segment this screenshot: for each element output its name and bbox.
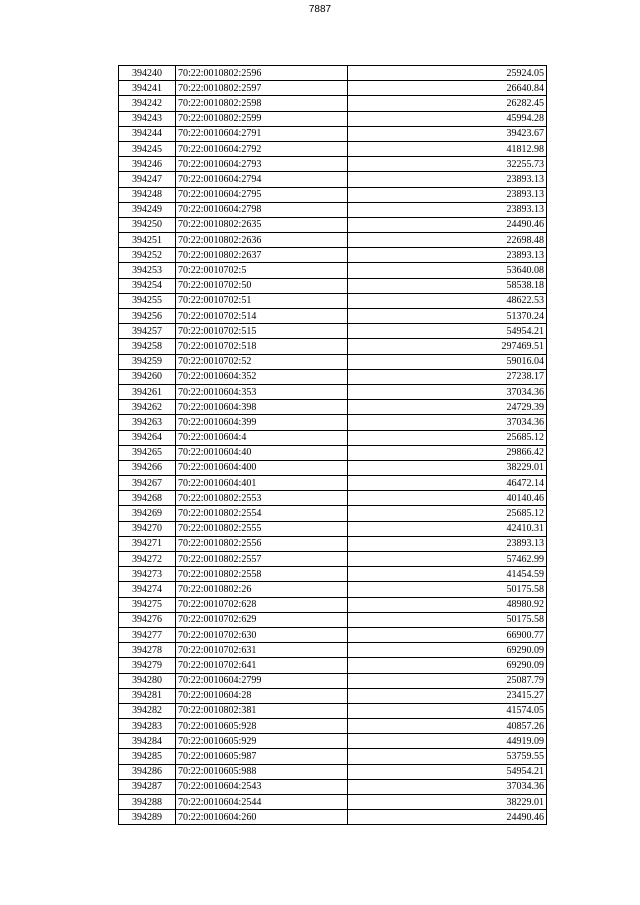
cadastral-number-cell: 70:22:0010802:381	[176, 703, 348, 718]
table-row	[119, 719, 547, 734]
cadastral-number-cell: 70:22:0010702:518	[176, 339, 348, 354]
row-id-cell: 394282	[119, 703, 176, 718]
cadastral-value-cell: 23893.13	[348, 248, 547, 263]
cadastral-value-cell: 38229.01	[348, 795, 547, 810]
table-row	[119, 217, 547, 232]
row-id-cell: 394263	[119, 415, 176, 430]
cadastral-number-cell: 70:22:0010702:631	[176, 643, 348, 658]
row-id-cell: 394244	[119, 126, 176, 141]
cadastral-value-cell: 25087.79	[348, 673, 547, 688]
table-row	[119, 263, 547, 278]
row-id-cell: 394250	[119, 217, 176, 232]
cadastral-number-cell: 70:22:0010702:50	[176, 278, 348, 293]
cadastral-value-cell: 25924.05	[348, 66, 547, 81]
cadastral-number-cell: 70:22:0010702:629	[176, 612, 348, 627]
table-row	[119, 339, 547, 354]
cadastral-number-cell: 70:22:0010802:2553	[176, 491, 348, 506]
cadastral-value-cell: 48980.92	[348, 597, 547, 612]
cadastral-value-cell: 27238.17	[348, 369, 547, 384]
table-row	[119, 309, 547, 324]
row-id-cell: 394245	[119, 141, 176, 156]
cadastral-value-cell: 37034.36	[348, 384, 547, 399]
table-row	[119, 749, 547, 764]
cadastral-value-table	[118, 65, 547, 825]
cadastral-value-cell: 37034.36	[348, 779, 547, 794]
row-id-cell: 394249	[119, 202, 176, 217]
table-row	[119, 506, 547, 521]
row-id-cell: 394269	[119, 506, 176, 521]
cadastral-number-cell: 70:22:0010802:26	[176, 582, 348, 597]
table-body	[119, 66, 547, 825]
table-row	[119, 552, 547, 567]
table-row	[119, 415, 547, 430]
cadastral-value-cell: 53640.08	[348, 263, 547, 278]
table-row	[119, 673, 547, 688]
cadastral-value-cell: 26640.84	[348, 81, 547, 96]
row-id-cell: 394248	[119, 187, 176, 202]
cadastral-number-cell: 70:22:0010604:400	[176, 460, 348, 475]
row-id-cell: 394276	[119, 612, 176, 627]
cadastral-number-cell: 70:22:0010604:2795	[176, 187, 348, 202]
cadastral-value-cell: 44919.09	[348, 734, 547, 749]
row-id-cell: 394281	[119, 688, 176, 703]
cadastral-value-cell: 23893.13	[348, 187, 547, 202]
row-id-cell: 394260	[119, 369, 176, 384]
cadastral-number-cell: 70:22:0010604:2791	[176, 126, 348, 141]
row-id-cell: 394275	[119, 597, 176, 612]
cadastral-number-cell: 70:22:0010702:5	[176, 263, 348, 278]
cadastral-value-cell: 51370.24	[348, 309, 547, 324]
row-id-cell: 394247	[119, 172, 176, 187]
cadastral-value-cell: 66900.77	[348, 627, 547, 642]
row-id-cell: 394246	[119, 157, 176, 172]
cadastral-value-cell: 297469.51	[348, 339, 547, 354]
table-row	[119, 157, 547, 172]
cadastral-number-cell: 70:22:0010604:4	[176, 430, 348, 445]
row-id-cell: 394264	[119, 430, 176, 445]
cadastral-number-cell: 70:22:0010604:353	[176, 384, 348, 399]
cadastral-value-cell: 41574.05	[348, 703, 547, 718]
cadastral-number-cell: 70:22:0010802:2637	[176, 248, 348, 263]
cadastral-number-cell: 70:22:0010604:2794	[176, 172, 348, 187]
cadastral-number-cell: 70:22:0010702:52	[176, 354, 348, 369]
table-row	[119, 597, 547, 612]
cadastral-number-cell: 70:22:0010802:2635	[176, 217, 348, 232]
cadastral-number-cell: 70:22:0010604:352	[176, 369, 348, 384]
table-row	[119, 384, 547, 399]
cadastral-number-cell: 70:22:0010604:2792	[176, 141, 348, 156]
cadastral-value-cell: 53759.55	[348, 749, 547, 764]
table-row	[119, 764, 547, 779]
row-id-cell: 394285	[119, 749, 176, 764]
cadastral-number-cell: 70:22:0010604:2543	[176, 779, 348, 794]
row-id-cell: 394241	[119, 81, 176, 96]
table-row	[119, 324, 547, 339]
cadastral-value-cell: 59016.04	[348, 354, 547, 369]
cadastral-number-cell: 70:22:0010802:2555	[176, 521, 348, 536]
table-row	[119, 430, 547, 445]
row-id-cell: 394268	[119, 491, 176, 506]
table-row	[119, 643, 547, 658]
cadastral-number-cell: 70:22:0010702:630	[176, 627, 348, 642]
cadastral-number-cell: 70:22:0010604:2793	[176, 157, 348, 172]
cadastral-value-cell: 69290.09	[348, 643, 547, 658]
cadastral-value-cell: 23893.13	[348, 536, 547, 551]
cadastral-value-cell: 40140.46	[348, 491, 547, 506]
table-row	[119, 111, 547, 126]
row-id-cell: 394274	[119, 582, 176, 597]
table-row	[119, 369, 547, 384]
row-id-cell: 394265	[119, 445, 176, 460]
cadastral-number-cell: 70:22:0010802:2557	[176, 552, 348, 567]
row-id-cell: 394288	[119, 795, 176, 810]
table-row	[119, 476, 547, 491]
cadastral-number-cell: 70:22:0010702:515	[176, 324, 348, 339]
table-row	[119, 66, 547, 81]
cadastral-value-cell: 54954.21	[348, 764, 547, 779]
table-row	[119, 400, 547, 415]
row-id-cell: 394261	[119, 384, 176, 399]
cadastral-number-cell: 70:22:0010702:628	[176, 597, 348, 612]
cadastral-value-cell: 40857.26	[348, 719, 547, 734]
cadastral-number-cell: 70:22:0010604:40	[176, 445, 348, 460]
table-row	[119, 293, 547, 308]
row-id-cell: 394257	[119, 324, 176, 339]
row-id-cell: 394289	[119, 810, 176, 825]
cadastral-value-cell: 41812.98	[348, 141, 547, 156]
cadastral-value-cell: 54954.21	[348, 324, 547, 339]
cadastral-value-cell: 32255.73	[348, 157, 547, 172]
cadastral-value-cell: 50175.58	[348, 582, 547, 597]
cadastral-value-cell: 45994.28	[348, 111, 547, 126]
cadastral-value-cell: 38229.01	[348, 460, 547, 475]
row-id-cell: 394279	[119, 658, 176, 673]
table-row	[119, 96, 547, 111]
cadastral-number-cell: 70:22:0010605:928	[176, 719, 348, 734]
cadastral-value-cell: 23415.27	[348, 688, 547, 703]
cadastral-number-cell: 70:22:0010605:929	[176, 734, 348, 749]
cadastral-number-cell: 70:22:0010604:401	[176, 476, 348, 491]
cadastral-value-cell: 24490.46	[348, 217, 547, 232]
row-id-cell: 394251	[119, 233, 176, 248]
table-row	[119, 460, 547, 475]
cadastral-value-cell: 24729.39	[348, 400, 547, 415]
row-id-cell: 394254	[119, 278, 176, 293]
cadastral-number-cell: 70:22:0010605:988	[176, 764, 348, 779]
table-row	[119, 202, 547, 217]
row-id-cell: 394262	[119, 400, 176, 415]
table-row	[119, 491, 547, 506]
cadastral-value-cell: 24490.46	[348, 810, 547, 825]
table-row	[119, 536, 547, 551]
row-id-cell: 394255	[119, 293, 176, 308]
row-id-cell: 394242	[119, 96, 176, 111]
table-row	[119, 734, 547, 749]
row-id-cell: 394240	[119, 66, 176, 81]
row-id-cell: 394278	[119, 643, 176, 658]
row-id-cell: 394287	[119, 779, 176, 794]
row-id-cell: 394252	[119, 248, 176, 263]
row-id-cell: 394280	[119, 673, 176, 688]
cadastral-value-cell: 23893.13	[348, 202, 547, 217]
table-row	[119, 81, 547, 96]
row-id-cell: 394284	[119, 734, 176, 749]
row-id-cell: 394266	[119, 460, 176, 475]
table-row	[119, 582, 547, 597]
row-id-cell: 394259	[119, 354, 176, 369]
cadastral-value-cell: 25685.12	[348, 430, 547, 445]
page-number: 7887	[308, 4, 332, 15]
table-row	[119, 627, 547, 642]
cadastral-number-cell: 70:22:0010802:2596	[176, 66, 348, 81]
cadastral-value-cell: 50175.58	[348, 612, 547, 627]
table-row	[119, 658, 547, 673]
row-id-cell: 394286	[119, 764, 176, 779]
cadastral-number-cell: 70:22:0010604:2799	[176, 673, 348, 688]
cadastral-number-cell: 70:22:0010802:2556	[176, 536, 348, 551]
cadastral-number-cell: 70:22:0010802:2636	[176, 233, 348, 248]
cadastral-value-cell: 23893.13	[348, 172, 547, 187]
cadastral-value-cell: 41454.59	[348, 567, 547, 582]
row-id-cell: 394267	[119, 476, 176, 491]
cadastral-number-cell: 70:22:0010702:641	[176, 658, 348, 673]
table-row	[119, 248, 547, 263]
row-id-cell: 394283	[119, 719, 176, 734]
table-row	[119, 233, 547, 248]
table-row	[119, 795, 547, 810]
cadastral-value-cell: 57462.99	[348, 552, 547, 567]
cadastral-number-cell: 70:22:0010802:2599	[176, 111, 348, 126]
row-id-cell: 394256	[119, 309, 176, 324]
table-row	[119, 172, 547, 187]
cadastral-value-cell: 29866.42	[348, 445, 547, 460]
cadastral-number-cell: 70:22:0010802:2598	[176, 96, 348, 111]
row-id-cell: 394270	[119, 521, 176, 536]
cadastral-number-cell: 70:22:0010604:399	[176, 415, 348, 430]
table-row	[119, 445, 547, 460]
cadastral-value-cell: 37034.36	[348, 415, 547, 430]
table-row	[119, 703, 547, 718]
table-row	[119, 126, 547, 141]
cadastral-number-cell: 70:22:0010604:2544	[176, 795, 348, 810]
cadastral-value-cell: 58538.18	[348, 278, 547, 293]
cadastral-value-cell: 22698.48	[348, 233, 547, 248]
cadastral-number-cell: 70:22:0010802:2558	[176, 567, 348, 582]
cadastral-value-cell: 48622.53	[348, 293, 547, 308]
table-row	[119, 567, 547, 582]
cadastral-value-cell: 26282.45	[348, 96, 547, 111]
cadastral-number-cell: 70:22:0010604:2798	[176, 202, 348, 217]
table-row	[119, 141, 547, 156]
cadastral-number-cell: 70:22:0010702:51	[176, 293, 348, 308]
row-id-cell: 394271	[119, 536, 176, 551]
cadastral-number-cell: 70:22:0010604:28	[176, 688, 348, 703]
row-id-cell: 394272	[119, 552, 176, 567]
table-row	[119, 354, 547, 369]
cadastral-value-cell: 46472.14	[348, 476, 547, 491]
cadastral-number-cell: 70:22:0010702:514	[176, 309, 348, 324]
cadastral-value-cell: 25685.12	[348, 506, 547, 521]
row-id-cell: 394277	[119, 627, 176, 642]
row-id-cell: 394253	[119, 263, 176, 278]
cadastral-number-cell: 70:22:0010605:987	[176, 749, 348, 764]
row-id-cell: 394243	[119, 111, 176, 126]
row-id-cell: 394258	[119, 339, 176, 354]
cadastral-value-cell: 69290.09	[348, 658, 547, 673]
cadastral-number-cell: 70:22:0010802:2554	[176, 506, 348, 521]
cadastral-value-cell: 39423.67	[348, 126, 547, 141]
table-row	[119, 278, 547, 293]
table-row	[119, 688, 547, 703]
table-row	[119, 779, 547, 794]
cadastral-number-cell: 70:22:0010604:398	[176, 400, 348, 415]
cadastral-number-cell: 70:22:0010802:2597	[176, 81, 348, 96]
cadastral-number-cell: 70:22:0010604:260	[176, 810, 348, 825]
table-row	[119, 810, 547, 825]
cadastral-value-cell: 42410.31	[348, 521, 547, 536]
table-row	[119, 187, 547, 202]
table-row	[119, 521, 547, 536]
row-id-cell: 394273	[119, 567, 176, 582]
table-row	[119, 612, 547, 627]
